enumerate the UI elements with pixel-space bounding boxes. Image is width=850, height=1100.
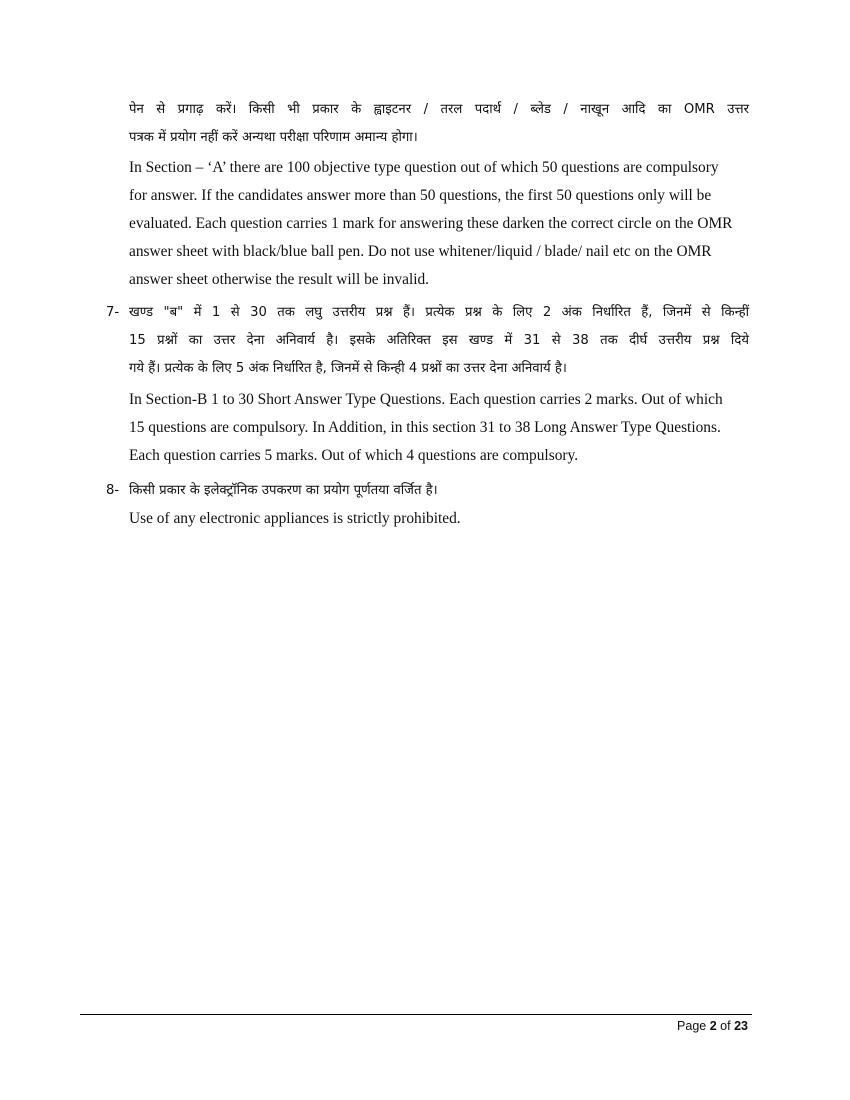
section-a-hindi <box>129 96 749 152</box>
total-pages-number: 23 <box>734 1019 748 1033</box>
item-8-hindi-line: किसी प्रकार के इलेक्ट्रॉनिक उपकरण का प्रयोग पूर्णतया वर्जित है। <box>129 483 438 498</box>
item-7-english-line-1: In Section-B 1 to 30 Short Answer Type Questions. Each question carries 2 marks. Out of which <box>129 391 723 408</box>
current-page-number: 2 <box>709 1019 717 1033</box>
section-a-english-line-4: answer sheet with black/blue ball pen. Do not use whitener/liquid / blade/ nail etc on the OMR <box>129 243 712 260</box>
section-a-english-line-2: for answer. If the candidates answer more than 50 questions, the first 50 questions only will be <box>129 187 712 204</box>
page-number-footer <box>677 1019 748 1033</box>
item-8-english <box>129 505 749 533</box>
section-a-english-line-5: answer sheet otherwise the result will be invalid. <box>129 271 430 288</box>
section-a-hindi-line-2: पत्रक में प्रयोग नहीं करें अन्यथा परीक्षा परिणाम अमान्य होगा। <box>129 130 418 145</box>
of-word: of <box>720 1019 731 1033</box>
section-a-english-line-1: In Section – ‘A’ there are 100 objective type question out of which 50 questions are compulsory <box>129 159 719 176</box>
item-7-english <box>129 386 749 470</box>
item-7-hindi-line-3: गये हैं। प्रत्येक के लिए 5 अंक निर्धारित है, जिनमें से किन्ही 4 प्रश्नों का उत्तर देना अनिवार्य है। <box>129 361 567 376</box>
item-7-hindi <box>129 299 749 383</box>
section-a-english <box>129 154 749 294</box>
item-7-number: 7- <box>106 305 120 320</box>
item-8-hindi <box>129 477 749 505</box>
item-7-hindi-line-1: खण्ड "ब" में 1 से 30 तक लघु उत्तरीय प्रश्न हैं। प्रत्येक प्रश्न के लिए 2 अंक निर्धारित हैं, जिनमें से किन्हीं <box>129 305 749 320</box>
item-7-hindi-line-2: 15 प्रश्नों का उत्तर देना अनिवार्य है। इसके अतिरिक्त इस खण्ड में 31 से 38 तक दीर्घ उत्तरीय प्रश्न दिये <box>129 333 749 348</box>
item-8-number: 8- <box>106 483 120 498</box>
item-8-english-line: Use of any electronic appliances is strictly prohibited. <box>129 510 461 527</box>
item-7-english-line-3: Each question carries 5 marks. Out of which 4 questions are compulsory. <box>129 447 579 464</box>
item-7-english-line-2: 15 questions are compulsory. In Addition, in this section 31 to 38 Long Answer Type Questions. <box>129 419 721 436</box>
page-word: Page <box>677 1019 707 1033</box>
section-a-hindi-line-1: पेन से प्रगाढ़ करें। किसी भी प्रकार के ह्वाइटनर / तरल पदार्थ / ब्लेड / नाखून आदि का OMR उत्तर <box>129 102 749 117</box>
footer-divider <box>80 1014 752 1015</box>
section-a-english-line-3: evaluated. Each question carries 1 mark for answering these darken the correct circle on the OMR <box>129 215 733 232</box>
